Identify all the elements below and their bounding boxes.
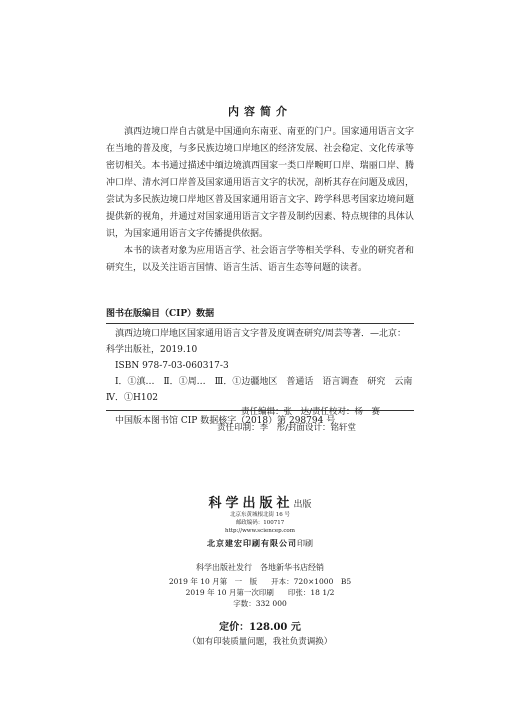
publisher-logo: 科学出版社 bbox=[208, 496, 294, 511]
introduction bbox=[106, 124, 414, 277]
publisher-address: 北京东黄城根北街 16 号 bbox=[230, 512, 290, 518]
publisher-website: http://www.sciencep.com bbox=[225, 528, 295, 534]
cip-line: Ⅰ．①滇… Ⅱ．①周… Ⅲ．①边疆地区 普通话 语言调查 研究 云南 bbox=[115, 377, 413, 387]
price: 定价：128.00 元 bbox=[219, 622, 301, 633]
printer-name: 北京建宏印刷有限公司 bbox=[207, 538, 297, 548]
sheet-info: 印张：18 1/2 bbox=[287, 588, 335, 597]
cip-heading: 图书在版编目（CIP）数据 bbox=[106, 309, 215, 319]
cip-line: ISBN 978-7-03-060317-3 bbox=[115, 361, 229, 371]
cip-line: 科学出版社，2019.10 bbox=[106, 345, 198, 355]
credit-row-editor: 责任编辑：张 达/责任校对：杨 赛 bbox=[241, 407, 380, 417]
publisher-postcode: 邮政编码：100717 bbox=[235, 520, 285, 526]
publisher-logo-suffix: 出版 bbox=[293, 500, 312, 510]
edition-line-1: 2019 年 10 月第 一 版 bbox=[168, 577, 258, 586]
format-info: 开本：720×1000 B5 bbox=[271, 577, 352, 586]
page-title: 内容简介 bbox=[228, 105, 292, 118]
cip-line: 滇西边境口岸地区国家通用语言文字普及度调查研究/周芸等著．—北京： bbox=[115, 329, 407, 339]
credit-row-production: 责任印制：李 彤/封面设计：铭轩堂 bbox=[217, 423, 356, 433]
cip-line: Ⅳ．①H102 bbox=[106, 393, 159, 403]
printer-suffix: 印刷 bbox=[297, 539, 313, 548]
intro-paragraph: 滇西边境口岸自古就是中国通向东南亚、南亚的门户。国家通用语言文字在当地的普及度，与多民族边境口岸地区的经济发展、社会稳定、文化传承等密切相关。本书通过描述中缅边境滇西国家一类口岸畹町口岸、瑞丽口岸、腾冲口岸、清水河口岸普及国家通用语言文字的状况，剖析其存在问题及成因，尝试为多民族边境口岸地区普及国家通用语言文字、跨学科思考国家边境问题提供新的视角，并通过对国家通用语言文字普及制约因素、特点规律的具体认识，为国家通用语言文字传播提供依据。 bbox=[106, 127, 414, 239]
distribution-line: 科学出版社发行 各地新华书店经销 bbox=[196, 563, 324, 572]
quality-notice: （如有印装质量问题，我社负责调换） bbox=[187, 637, 333, 647]
price-block bbox=[0, 621, 520, 649]
cip-top-rule bbox=[106, 323, 414, 324]
publisher-block bbox=[0, 492, 520, 574]
cip-catalog-number: 中国版本图书馆 CIP 数据核字（2018）第 298794 号 bbox=[115, 416, 336, 426]
editorial-credits bbox=[106, 404, 414, 436]
edition-line-2: 2019 年 10 月第一次印刷 bbox=[185, 588, 274, 597]
intro-paragraph: 本书的读者对象为应用语言学、社会语言学等相关学科、专业的研究者和研究生，以及关注语言国情、语言生活、语言生态等问题的读者。 bbox=[106, 246, 414, 273]
word-count: 字数：332 000 bbox=[233, 599, 287, 608]
edition-info bbox=[0, 576, 520, 609]
